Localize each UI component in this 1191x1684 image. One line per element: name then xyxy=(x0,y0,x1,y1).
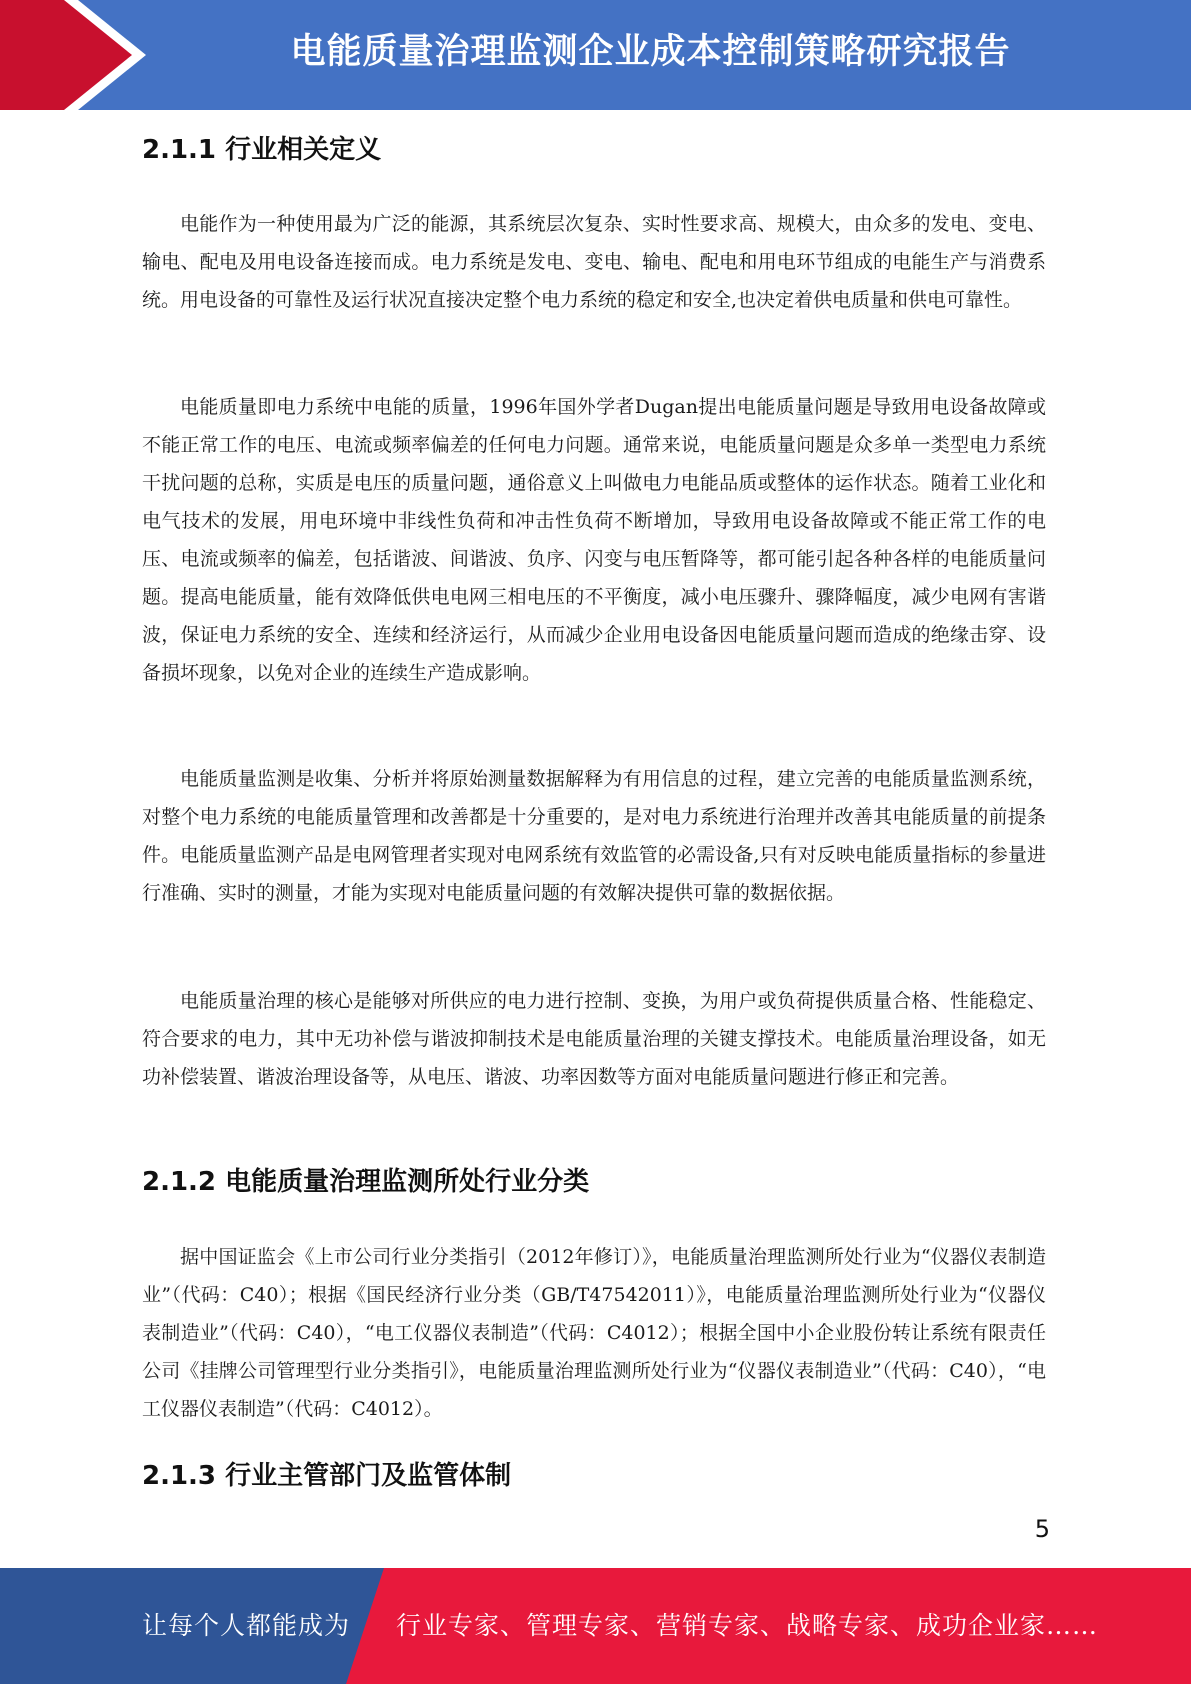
section-heading-2-1-3: 2.1.3 行业主管部门及监管体制 xyxy=(142,1461,512,1491)
paragraph-industry-classification: 据中国证监会《上市公司行业分类指引（2012年修订）》，电能质量治理监测所处行业为“仪器仪表制造业”（代码：C40）；根据《国民经济行业分类（GB/T47542011）》，电能质量治理监测所处行业为“仪器仪表制造业”（代码：C40），“电工仪器仪表制造”（代码：C4012）；根据全国中小企业股份转让系统有限责任公司《挂牌公司管理型行业分类指引》，电能质量治理监测所处行业为“仪器仪表制造业”（代码：C40），“电工仪器仪表制造”（代码：C4012）。 xyxy=(142,1246,1046,1420)
footer-slogan-left: 让每个人都能成为 xyxy=(142,1611,351,1640)
report-title: 电能质量治理监测企业成本控制策略研究报告 xyxy=(290,32,1011,72)
page-number: 5 xyxy=(1034,1515,1050,1543)
paragraph-quality-governance: 电能质量治理的核心是能够对所供应的电力进行控制、变换，为用户或负荷提供质量合格、性能稳定、符合要求的电力，其中无功补偿与谐波抑制技术是电能质量治理的关键支撑技术。电能质量治理设备，如无功补偿装置、谐波治理设备等，从电压、谐波、功率因数等方面对电能质量问题进行修正和完善。 xyxy=(142,990,1046,1088)
footer-slogan-right: 行业专家、管理专家、营销专家、战略专家、成功企业家…… xyxy=(396,1611,1099,1640)
paragraph-power-quality: 电能质量即电力系统中电能的质量，1996年国外学者Dugan提出电能质量问题是导致用电设备故障或不能正常工作的电压、电流或频率偏差的任何电力问题。通常来说，电能质量问题是众多单一类型电力系统干扰问题的总称，实质是电压的质量问题，通俗意义上叫做电力电能品质或整体的运作状态。随着工业化和电气技术的发展，用电环境中非线性负荷和冲击性负荷不断增加，导致用电设备故障或不能正常工作的电压、电流或频率的偏差，包括谐波、间谐波、负序、闪变与电压暂降等，都可能引起各种各样的电能质量问题。提高电能质量，能有效降低供电电网三相电压的不平衡度，减小电压骤升、骤降幅度，减少电网有害谐波，保证电力系统的安全、连续和经济运行，从而减少企业用电设备因电能质量问题而造成的绝缘击穿、设备损坏现象，以免对企业的连续生产造成影响。 xyxy=(142,396,1046,684)
page-header xyxy=(0,0,1191,110)
section-heading-2-1-2: 2.1.2 电能质量治理监测所处行业分类 xyxy=(142,1167,590,1197)
paragraph-quality-monitoring: 电能质量监测是收集、分析并将原始测量数据解释为有用信息的过程，建立完善的电能质量监测系统，对整个电力系统的电能质量管理和改善都是十分重要的，是对电力系统进行治理并改善其电能质量的前提条件。电能质量监测产品是电网管理者实现对电网系统有效监管的必需设备,只有对反映电能质量指标的参量进行准确、实时的测量，才能为实现对电能质量问题的有效解决提供可靠的数据依据。 xyxy=(142,768,1046,904)
section-heading-2-1-1: 2.1.1 行业相关定义 xyxy=(142,135,382,165)
paragraph-definition-energy: 电能作为一种使用最为广泛的能源，其系统层次复杂、实时性要求高、规模大，由众多的发电、变电、输电、配电及用电设备连接而成。电力系统是发电、变电、输电、配电和用电环节组成的电能生产与消费系统。用电设备的可靠性及运行状况直接决定整个电力系统的稳定和安全,也决定着供电质量和供电可靠性。 xyxy=(142,213,1046,311)
page-footer xyxy=(0,1568,1191,1684)
